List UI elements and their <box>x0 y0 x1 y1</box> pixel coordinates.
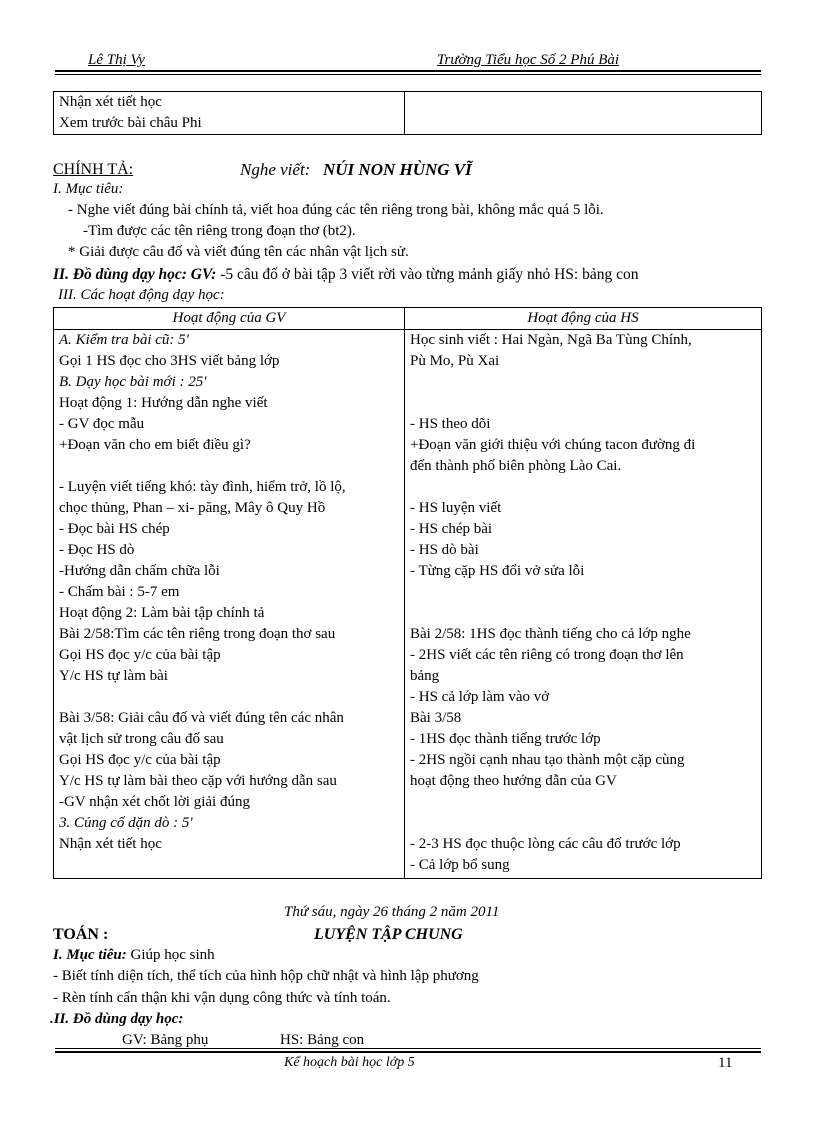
hs-line: - Từng cặp HS đổi vở sửa lỗi <box>410 563 585 579</box>
header-author: Lê Thị Vy <box>88 52 145 68</box>
hs-line: - HS cả lớp làm vào vở <box>410 689 550 705</box>
gv-line: -Hướng dẫn chấm chữa lỗi <box>59 563 220 579</box>
gv-line: - Chấm bài : 5-7 em <box>59 584 180 600</box>
toan-subject: TOÁN : <box>53 926 109 943</box>
previous-lesson-table <box>53 91 762 135</box>
chinh-ta-title: NÚI NON HÙNG VĨ <box>323 160 472 179</box>
lesson-date: Thứ sáu, ngày 26 tháng 2 năm 2011 <box>284 904 500 920</box>
previous-lesson-line: Xem trước bài châu Phi <box>59 115 202 131</box>
gv-line: Y/c HS tự làm bài <box>59 668 168 684</box>
toan-materials-hs: HS: Bảng con <box>280 1032 365 1048</box>
chinh-ta-subject: CHÍNH TẢ: <box>53 161 134 178</box>
footer-title: Kế hoạch bài học lớp 5 <box>284 1055 415 1070</box>
hs-line: - HS theo dõi <box>410 416 491 432</box>
gv-line: Y/c HS tự làm bài theo cặp với hướng dẫn sau <box>59 773 337 789</box>
gv-line: Gọi 1 HS đọc cho 3HS viết bảng lớp <box>59 353 280 369</box>
gv-line: -GV nhận xét chốt lời giải đúng <box>59 794 250 810</box>
header-school: Trường Tiểu học Số 2 Phú Bài <box>437 52 620 68</box>
toan-objective-text: Giúp học sinh <box>130 947 215 963</box>
toan-objective: - Rèn tính cẩn thận khi vận dụng công thức và tính toán. <box>53 990 391 1006</box>
hs-line <box>410 393 756 414</box>
gv-line: - Đọc bài HS chép <box>59 521 170 537</box>
previous-lesson-empty-cell <box>405 92 762 135</box>
gv-line <box>59 456 399 477</box>
hs-line: +Đoạn văn giới thiệu với chúng tacon đường đi <box>410 437 696 453</box>
toan-materials-gv: GV: Bảng phụ <box>122 1032 209 1048</box>
hs-line <box>410 603 756 624</box>
hs-column <box>405 330 762 879</box>
gv-line: B. Dạy học bài mới : 25' <box>59 374 207 390</box>
footer-rule <box>55 1048 761 1049</box>
gv-line: +Đoạn văn cho em biết điều gì? <box>59 437 251 453</box>
hs-line: đến thành phố biên phòng Lào Cai. <box>410 458 622 474</box>
previous-lesson-cell <box>54 92 405 135</box>
toan-objective: - Biết tính diện tích, thể tích của hình hộp chữ nhật và hình lập phương <box>53 968 479 984</box>
toan-materials-heading: .II. Đồ dùng dạy học: <box>50 1011 184 1027</box>
hs-line: hoạt động theo hướng dẫn của GV <box>410 773 617 789</box>
gv-line: Bài 2/58:Tìm các tên riêng trong đoạn thơ sau <box>59 626 336 642</box>
col-header-hs: Hoạt động của HS <box>405 308 762 330</box>
objective-line: - Nghe viết đúng bài chính tả, viết hoa đúng các tên riêng trong bài, không mắc quá 5 lỗi. <box>68 202 604 218</box>
gv-line: chọc thủng, Phan – xi- păng, Mây ô Quy Hồ <box>59 500 326 516</box>
gv-line: - GV đọc mẫu <box>59 416 145 432</box>
hs-line: bảng <box>410 668 440 684</box>
toan-objective-line <box>53 947 215 964</box>
hs-line: - 2-3 HS đọc thuộc lòng các câu đố trước lớp <box>410 836 681 852</box>
gv-line <box>59 687 399 708</box>
gv-line: - Đọc HS dò <box>59 542 135 558</box>
materials-text: -5 câu đố ở bài tập 3 viết rời vào từng mảnh giấy nhỏ HS: bảng con <box>220 266 639 283</box>
hs-line: - 2HS ngồi cạnh nhau tạo thành một cặp cùng <box>410 752 685 768</box>
objective-heading: I. Mục tiêu: <box>53 181 124 197</box>
materials-line <box>53 266 638 284</box>
activities-table <box>53 307 762 879</box>
hs-line <box>410 477 756 498</box>
gv-line: Gọi HS đọc y/c của bài tập <box>59 647 221 663</box>
gv-line: Bài 3/58: Giải câu đố và viết đúng tên các nhân <box>59 710 344 726</box>
col-header-gv: Hoạt động của GV <box>54 308 405 330</box>
hs-line: - 1HS đọc thành tiếng trước lớp <box>410 731 601 747</box>
hs-line: - HS chép bài <box>410 521 493 537</box>
chinh-ta-mode: Nghe viết: <box>240 160 311 179</box>
hs-line <box>410 792 756 813</box>
gv-line <box>59 855 399 876</box>
objective-line: * Giải được câu đố và viết đúng tên các nhân vật lịch sử. <box>68 244 409 260</box>
gv-line: Hoạt động 1: Hướng dẫn nghe viết <box>59 395 268 411</box>
hs-line <box>410 372 756 393</box>
hs-line <box>410 582 756 603</box>
gv-line: - Luyện viết tiếng khó: tày đình, hiểm trở, lồ lộ, <box>59 479 346 495</box>
header-rule-thin <box>55 74 761 75</box>
hs-line: - HS dò bài <box>410 542 479 558</box>
toan-title: LUYỆN TẬP CHUNG <box>314 926 463 943</box>
gv-line: Hoạt động 2: Làm bài tập chính tả <box>59 605 265 621</box>
gv-line: Nhận xét tiết học <box>59 836 162 852</box>
objective-line: -Tìm được các tên riêng trong đoạn thơ (bt2). <box>83 223 356 239</box>
footer-rule-thick <box>55 1051 761 1053</box>
materials-label: II. Đồ dùng dạy học: GV: <box>53 266 217 283</box>
hs-line: - 2HS viết các tên riêng có trong đoạn thơ lên <box>410 647 684 663</box>
hs-line: Học sinh viết : Hai Ngàn, Ngã Ba Tùng Chính, <box>410 332 692 348</box>
gv-line: Gọi HS đọc y/c của bài tập <box>59 752 221 768</box>
hs-line: - HS luyện viết <box>410 500 502 516</box>
gv-line: vật lịch sử trong câu đố sau <box>59 731 224 747</box>
toan-objective-label: I. Mục tiêu: <box>53 947 127 963</box>
hs-line: Bài 2/58: 1HS đọc thành tiếng cho cả lớp nghe <box>410 626 691 642</box>
gv-line: A. Kiểm tra bài cũ: 5' <box>59 332 189 348</box>
hs-line: - Cả lớp bổ sung <box>410 857 510 873</box>
header-rule <box>55 70 761 72</box>
gv-column <box>54 330 405 879</box>
previous-lesson-line: Nhận xét tiết học <box>59 94 162 110</box>
hs-line <box>410 813 756 834</box>
page-number: 11 <box>718 1055 733 1071</box>
hs-line: Pù Mo, Pù Xai <box>410 353 500 369</box>
hs-line: Bài 3/58 <box>410 710 462 726</box>
activities-heading: III. Các hoạt động dạy học: <box>58 287 225 303</box>
gv-line: 3. Củng cố dặn dò : 5' <box>59 815 193 831</box>
